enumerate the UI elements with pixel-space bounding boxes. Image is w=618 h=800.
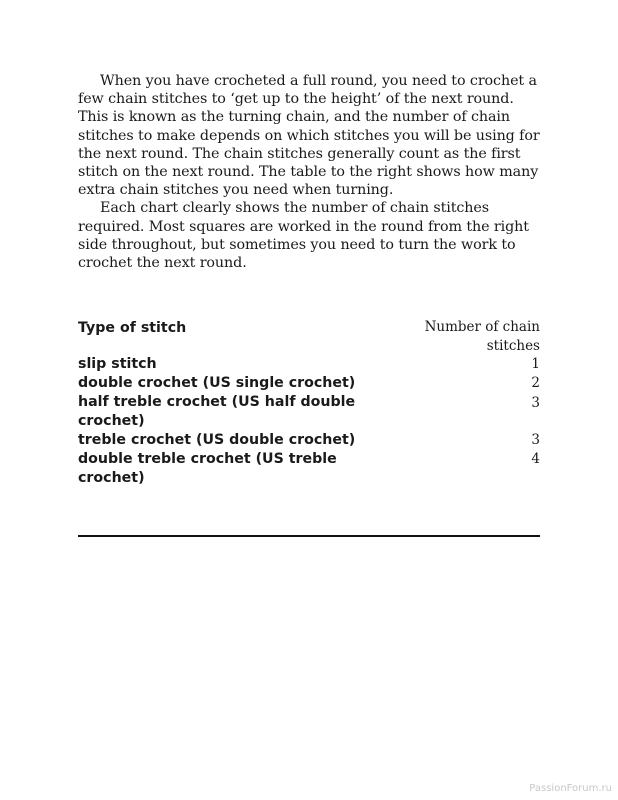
chain-count: 3 [531, 395, 540, 411]
header-stitch-type: Type of stitch [78, 320, 187, 336]
watermark: PassionForum.ru [529, 783, 612, 794]
stitch-name: double crochet (US single crochet) [78, 375, 356, 391]
stitch-name: double treble crochet (US treble crochet) [78, 451, 337, 486]
stitch-name: treble crochet (US double crochet) [78, 432, 356, 448]
chain-count: 4 [531, 451, 540, 467]
stitch-name: slip stitch [78, 356, 157, 372]
paragraph-turning-chain: When you have crocheted a full round, you need to crochet a few chain stitches to ‘get up to the height’ of the next round. This is known as the turning chain, and the number of chain stitches to make depends on which stitches you will be using for the next round. The chain stitches generally count as the first stitch on the next round. The table to the right shows how many extra chain stitches you need when turning. [78, 73, 540, 199]
header-chain-count: Number of chain stitches [424, 319, 540, 354]
body-text [78, 72, 542, 272]
table-row [78, 431, 540, 450]
stitch-name: half treble crochet (US half double crochet) [78, 394, 356, 429]
chain-count: 1 [531, 356, 540, 372]
table-row [78, 355, 540, 374]
stitch-table [78, 318, 540, 488]
table-row [78, 374, 540, 393]
chain-count: 3 [531, 432, 540, 448]
chain-count: 2 [531, 375, 540, 391]
table-header-row [78, 318, 540, 355]
table-row [78, 450, 540, 488]
paragraph-chart-info: Each chart clearly shows the number of chain stitches required. Most squares are worked in the round from the right side throughout, but sometimes you need to turn the work to crochet the next round. [78, 200, 529, 272]
horizontal-rule [78, 535, 540, 537]
table-row [78, 393, 540, 431]
